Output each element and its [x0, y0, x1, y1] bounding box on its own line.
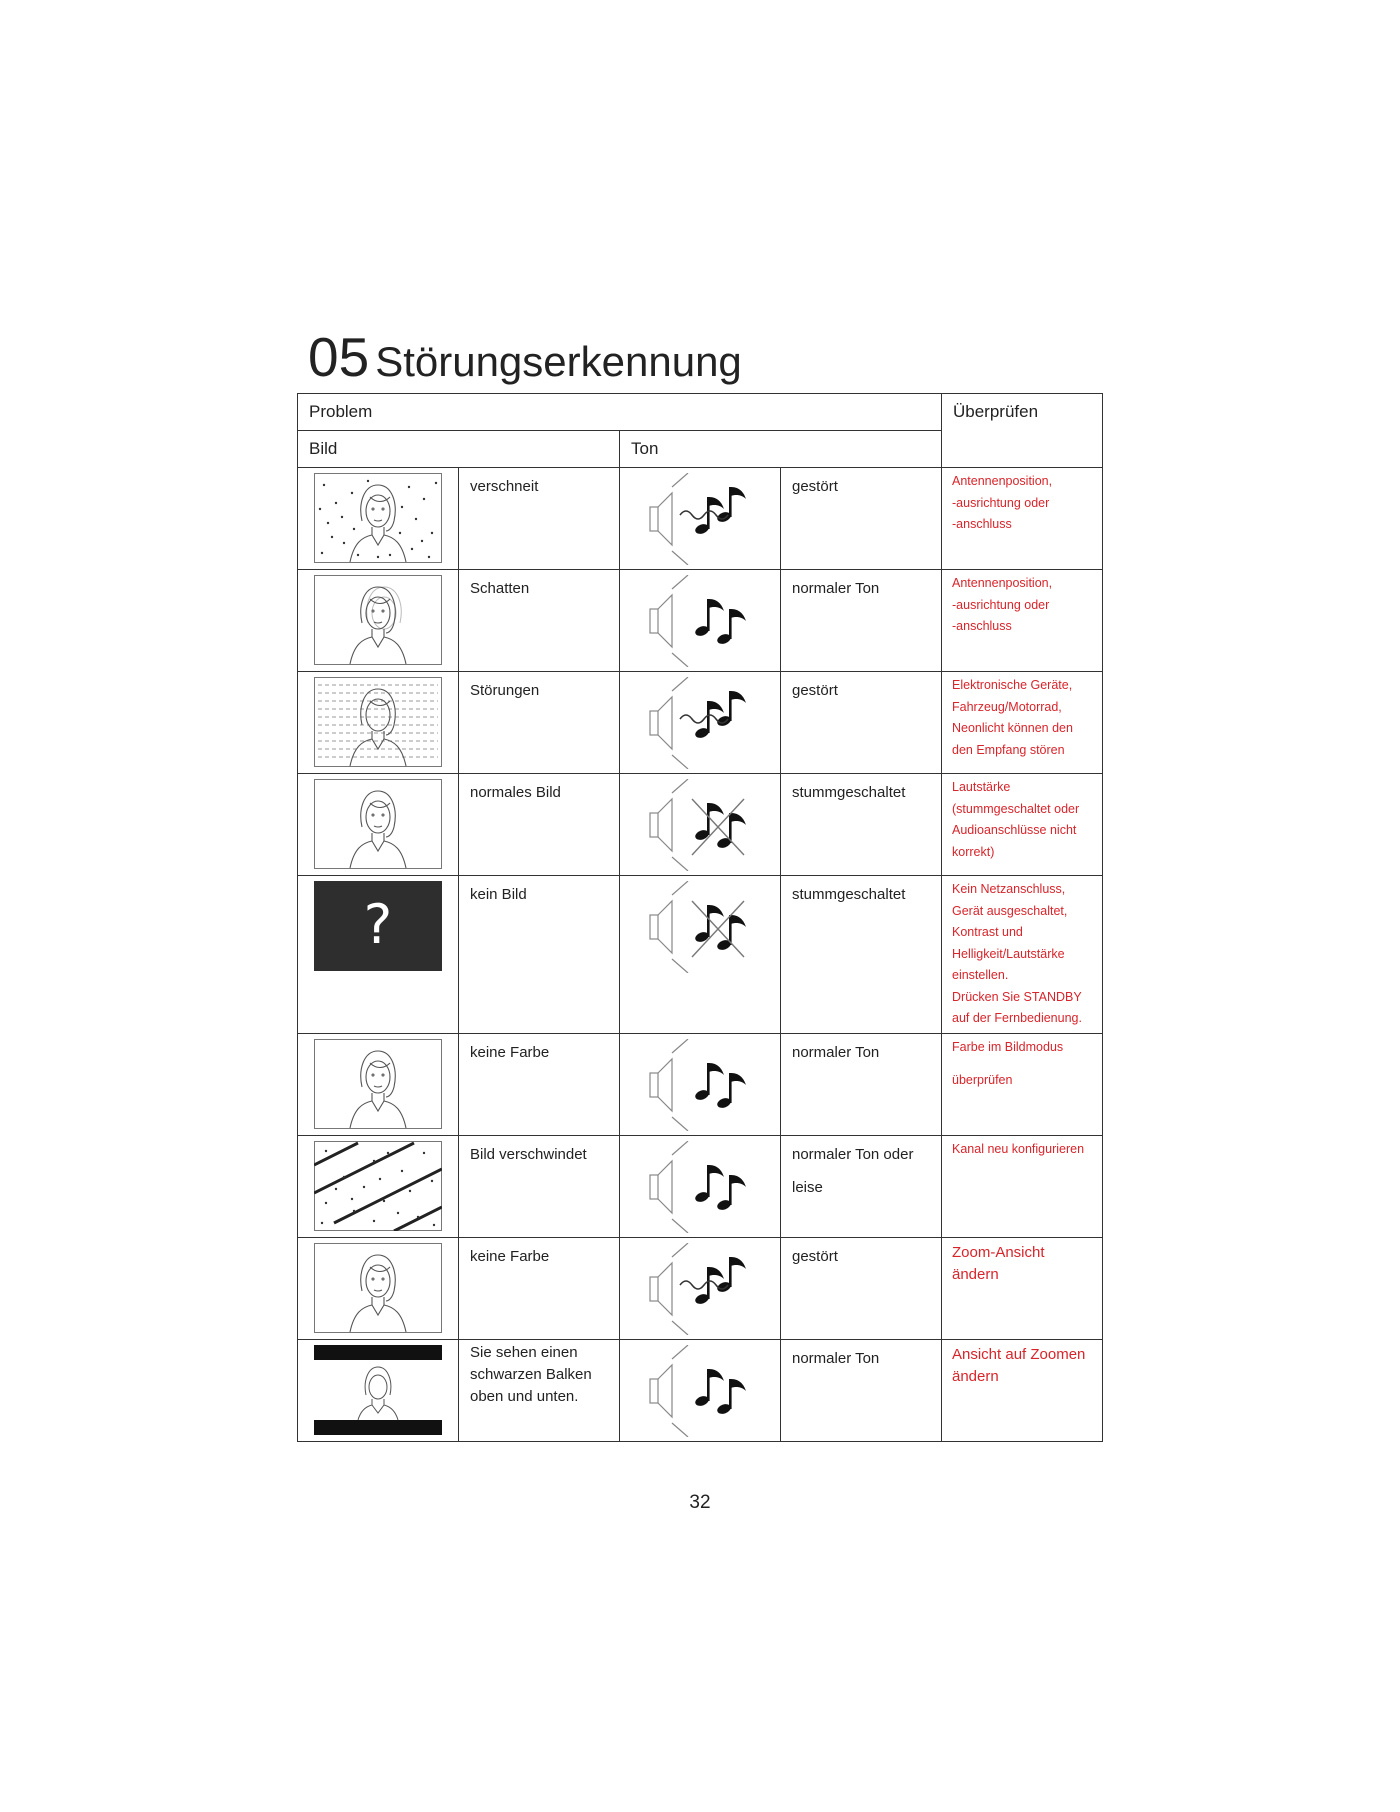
sound-problem: stummgeschaltet — [781, 876, 942, 1034]
picture-cell — [298, 876, 459, 1034]
header-picture: Bild — [298, 431, 620, 468]
check-text: -anschluss — [952, 517, 1012, 531]
page-number: 32 — [689, 1492, 711, 1513]
check-text: Antennenposition, — [952, 474, 1053, 488]
sound-problem — [781, 1135, 942, 1237]
sound-cell — [620, 468, 781, 570]
section-title: Störungserkennung — [375, 338, 742, 385]
no-color-picture-icon — [314, 1243, 442, 1333]
svg-text:?: ? — [363, 893, 393, 956]
interference-picture-icon — [314, 677, 442, 767]
distorted-sound-icon — [640, 677, 760, 769]
check-cell — [942, 468, 1103, 570]
header-check: Überprüfen — [942, 394, 1103, 468]
check-text: Ansicht auf Zoomen — [952, 1345, 1086, 1363]
table-row — [298, 1135, 1103, 1237]
muted-sound-icon — [640, 779, 760, 871]
section-number: 05 — [308, 326, 370, 388]
sound-cell — [620, 1237, 781, 1339]
sound-cell — [620, 876, 781, 1034]
picture-problem: keine Farbe — [459, 1237, 620, 1339]
sound-cell — [620, 1135, 781, 1237]
picture-problem: normales Bild — [459, 774, 620, 876]
picture-problem: keine Farbe — [459, 1033, 620, 1135]
check-text: Kein Netzanschluss, — [952, 882, 1066, 896]
sound-problem: normaler Ton — [781, 1033, 942, 1135]
table-row — [298, 570, 1103, 672]
check-text: -ausrichtung oder — [952, 495, 1050, 510]
check-text: Neonlicht können den — [952, 721, 1073, 735]
check-text: -anschluss — [952, 619, 1012, 633]
picture-cell — [298, 1237, 459, 1339]
no-picture-icon — [314, 881, 442, 971]
troubleshooting-table — [297, 393, 1103, 1442]
picture-problem — [459, 1339, 620, 1441]
check-text: (stummgeschaltet oder — [952, 801, 1080, 816]
sound-problem: gestört — [781, 672, 942, 774]
picture-problem: verschneit — [459, 468, 620, 570]
table-row — [298, 468, 1103, 570]
sound-text-line: leise — [792, 1178, 823, 1196]
picture-cell — [298, 1339, 459, 1441]
header-sound: Ton — [620, 431, 942, 468]
check-text: Lautstärke — [952, 780, 1011, 794]
check-text: ändern — [952, 1265, 999, 1283]
header-problem: Problem — [298, 394, 942, 431]
picture-cell — [298, 1033, 459, 1135]
check-text: Audioanschlüsse nicht — [952, 823, 1077, 837]
sound-cell — [620, 570, 781, 672]
normal-picture-icon — [314, 779, 442, 869]
sound-cell — [620, 774, 781, 876]
normal-sound-icon — [640, 575, 760, 667]
table-row — [298, 1033, 1103, 1135]
sound-problem: gestört — [781, 1237, 942, 1339]
table-row — [298, 774, 1103, 876]
snowy-picture-icon — [314, 473, 442, 563]
check-cell — [942, 1135, 1103, 1237]
picture-text-line: schwarzen Balken — [470, 1365, 592, 1383]
check-text: Kanal neu konfigurieren — [952, 1141, 1085, 1156]
sound-text-line: normaler Ton oder — [792, 1145, 914, 1163]
check-text: überprüfen — [952, 1073, 1013, 1087]
check-cell — [942, 672, 1103, 774]
normal-sound-icon — [640, 1039, 760, 1131]
sound-problem: normaler Ton — [781, 1339, 942, 1441]
check-text: Gerät ausgeschaltet, — [952, 903, 1068, 918]
distorted-sound-icon — [640, 473, 760, 565]
sound-problem: stummgeschaltet — [781, 774, 942, 876]
table-row — [298, 876, 1103, 1034]
page-title — [308, 325, 742, 389]
check-text: Fahrzeug/Motorrad, — [952, 699, 1062, 714]
check-cell — [942, 1237, 1103, 1339]
picture-cell — [298, 774, 459, 876]
picture-cell — [298, 570, 459, 672]
check-text: den Empfang stören — [952, 742, 1065, 757]
check-text: Drücken Sie STANDBY — [952, 989, 1082, 1004]
check-text: korrekt) — [952, 844, 995, 859]
check-text: Farbe im Bildmodus — [952, 1039, 1064, 1054]
check-cell — [942, 570, 1103, 672]
picture-text-line: Sie sehen einen — [470, 1343, 578, 1361]
picture-cell — [298, 1135, 459, 1237]
picture-cell — [298, 468, 459, 570]
check-text: Kontrast und — [952, 925, 1023, 939]
check-cell — [942, 876, 1103, 1034]
sound-problem: gestört — [781, 468, 942, 570]
check-cell — [942, 774, 1103, 876]
picture-disappears-icon — [314, 1141, 442, 1231]
no-color-picture-icon — [314, 1039, 442, 1129]
table-row — [298, 672, 1103, 774]
check-text: Elektronische Geräte, — [952, 678, 1073, 692]
picture-problem: Bild verschwindet — [459, 1135, 620, 1237]
check-text: Antennenposition, — [952, 576, 1053, 590]
check-text: Zoom-Ansicht — [952, 1243, 1045, 1261]
table-row — [298, 1339, 1103, 1441]
muted-sound-icon — [640, 881, 760, 973]
check-text: -ausrichtung oder — [952, 597, 1050, 612]
check-cell — [942, 1033, 1103, 1135]
ghost-picture-icon — [314, 575, 442, 665]
check-text: Helligkeit/Lautstärke — [952, 946, 1065, 961]
check-cell — [942, 1339, 1103, 1441]
sound-cell — [620, 1339, 781, 1441]
distorted-sound-icon — [640, 1243, 760, 1335]
sound-cell — [620, 672, 781, 774]
black-bars-picture-icon — [314, 1345, 442, 1435]
picture-text-line: oben und unten. — [470, 1387, 579, 1405]
sound-problem: normaler Ton — [781, 570, 942, 672]
picture-problem: Schatten — [459, 570, 620, 672]
picture-problem: kein Bild — [459, 876, 620, 1034]
check-text: auf der Fernbedienung. — [952, 1011, 1082, 1025]
picture-problem: Störungen — [459, 672, 620, 774]
normal-sound-icon — [640, 1141, 760, 1233]
sound-cell — [620, 1033, 781, 1135]
check-text: ändern — [952, 1367, 999, 1385]
normal-sound-icon — [640, 1345, 760, 1437]
check-text: einstellen. — [952, 968, 1009, 982]
picture-cell — [298, 672, 459, 774]
table-row — [298, 1237, 1103, 1339]
